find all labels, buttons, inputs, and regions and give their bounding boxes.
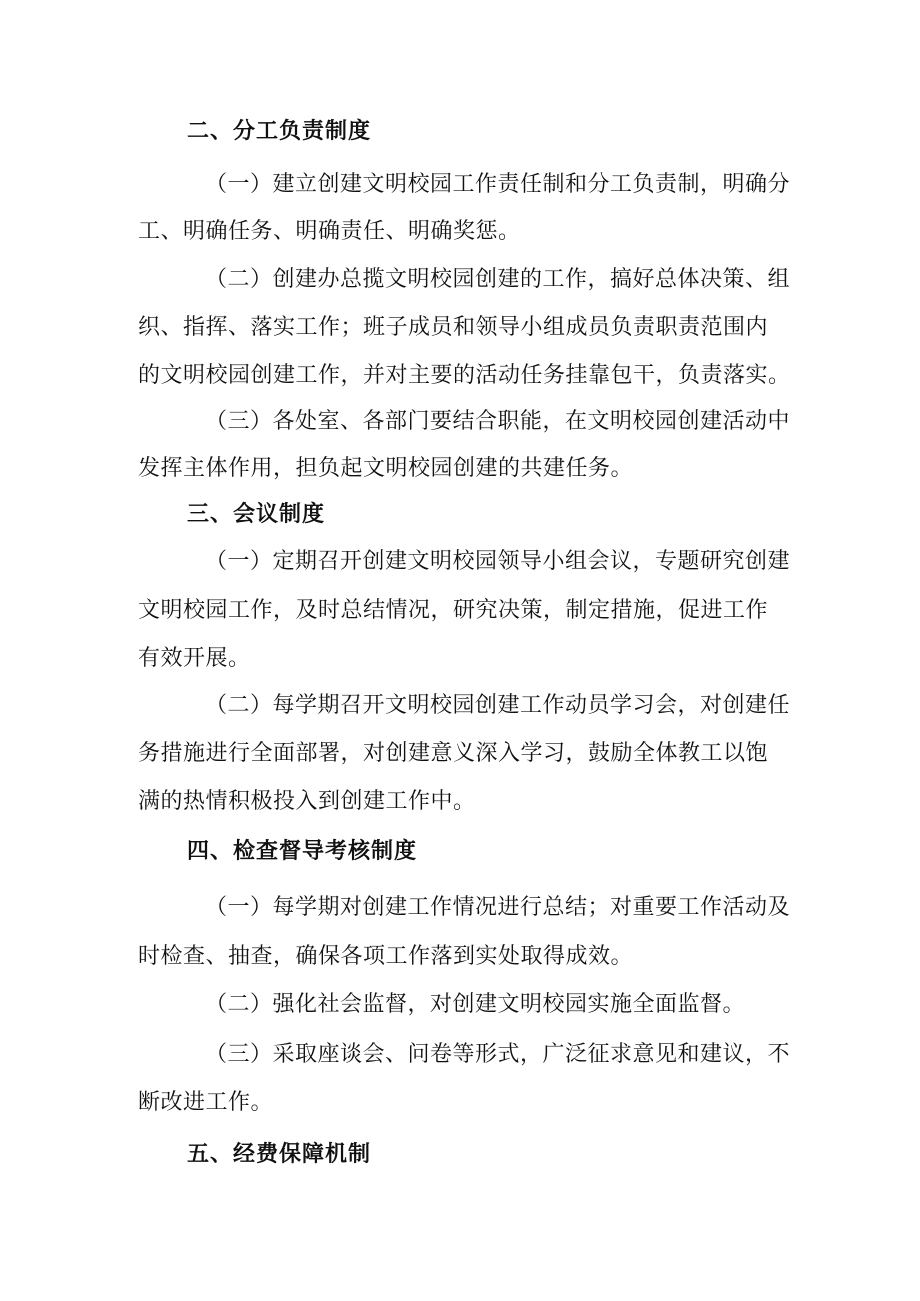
paragraph-line: 时检查、抽查，确保各项工作落到实处取得成效。 [138, 944, 634, 969]
paragraph-line: （三）采取座谈会、问卷等形式，广泛征求意见和建议，不 [205, 1042, 791, 1067]
section-heading: 四、检查督导考核制度 [187, 839, 418, 864]
paragraph-line: （二）每学期召开文明校园创建工作动员学习会，对创建任 [205, 693, 791, 718]
paragraph-line: 断改进工作。 [138, 1090, 274, 1115]
paragraph-line: 工、明确任务、明确责任、明确奖惩。 [138, 219, 521, 244]
paragraph-line: （三）各处室、各部门要结合职能，在文明校园创建活动中 [205, 409, 791, 434]
paragraph-line: 文明校园工作，及时总结情况，研究决策，制定措施，促进工作 [138, 598, 769, 623]
paragraph-line: 的文明校园创建工作，并对主要的活动任务挂靠包干，负责落实。 [138, 363, 791, 388]
paragraph-line: 有效开展。 [138, 646, 251, 671]
paragraph-line: 织、指挥、落实工作；班子成员和领导小组成员负责职责范围内 [138, 315, 769, 340]
paragraph-line: （一）建立创建文明校园工作责任制和分工负责制，明确分 [205, 172, 791, 197]
paragraph-line: 发挥主体作用，担负起文明校园创建的共建任务。 [138, 456, 634, 481]
paragraph-line: （二）创建办总揽文明校园创建的工作，搞好总体决策、组 [205, 267, 791, 292]
paragraph-line: （一）每学期对创建工作情况进行总结；对重要工作活动及 [205, 895, 791, 920]
paragraph-line: 务措施进行全面部署，对创建意义深入学习，鼓励全体教工以饱 [138, 741, 769, 766]
section-heading: 三、会议制度 [187, 502, 326, 527]
paragraph-line: 满的热情积极投入到创建工作中。 [138, 789, 476, 814]
section-heading: 二、分工负责制度 [187, 119, 372, 144]
section-heading: 五、经费保障机制 [187, 1142, 372, 1167]
paragraph-line: （二）强化社会监督，对创建文明校园实施全面监督。 [205, 992, 746, 1017]
paragraph-line: （一）定期召开创建文明校园领导小组会议，专题研究创建 [205, 549, 791, 574]
